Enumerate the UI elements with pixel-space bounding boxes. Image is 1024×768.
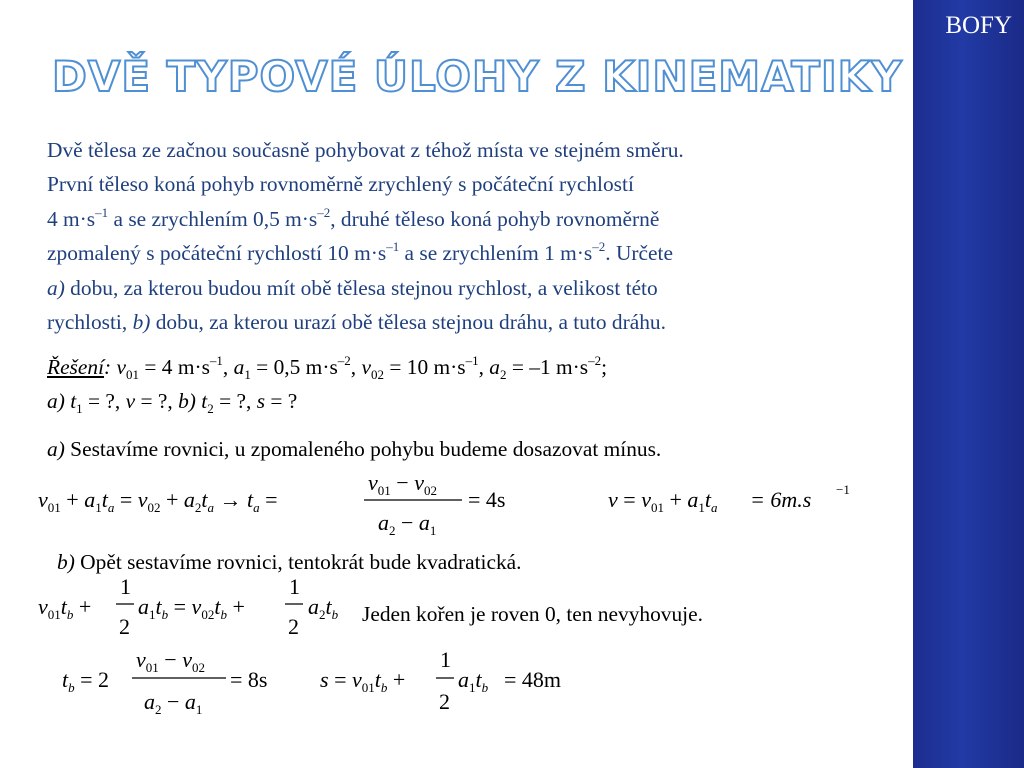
svg-text:−1: −1 <box>836 482 850 497</box>
svg-text:a1tb: $a_1t_b$ <box>458 667 489 695</box>
equation-b-distance-result: = 48m <box>504 667 562 692</box>
task-line-2: První těleso koná pohyb rovnoměrně zrychlený s počáteční rychlostí <box>47 172 634 197</box>
slide-title: DVĚ TYPOVÉ ÚLOHY Z KINEMATIKY <box>52 52 903 101</box>
svg-text:a2 − a1: $a_2 - a_1$ <box>378 510 437 538</box>
part-b-text: b) Opět sestavíme rovnici, tentokrát bude kvadratická. <box>57 550 522 574</box>
part-b-note: Jeden kořen je roven 0, ten nevyhovuje. <box>362 602 703 626</box>
svg-text:2: 2 <box>119 614 130 639</box>
svg-text:1: 1 <box>120 574 131 599</box>
svg-text:tb = 2: $t_b = 2$ <box>62 667 110 695</box>
task-line-4: zpomalený s počáteční rychlostí 10 $m\cdot s^{-1}$ a se zrychlením 1 $m\cdot s^{-2}$. Určete <box>47 239 673 266</box>
svg-text:v01 − v02: $v_{01} - v_{02}$ <box>368 470 437 498</box>
solution-unknowns: a) $t_1$ = ?, v = ?, b) $t_2$ = ?, s = ? <box>47 389 298 416</box>
task-line-6: rychlosti, b) dobu, za kterou urazí obě tělesa stejnou dráhu, a tuto dráhu. <box>47 310 666 335</box>
brand-label: BOFY <box>945 12 1012 39</box>
sidebar-band <box>913 0 1024 768</box>
task-line-5: a) dobu, za kterou budou mít obě tělesa stejnou rychlost, a velikost této <box>47 275 658 300</box>
svg-text:a2 − a1: $a_2 - a_1$ <box>144 689 203 717</box>
svg-text:1: 1 <box>440 647 451 672</box>
equation-b-quadratic <box>38 572 358 644</box>
equation-a-time-result: = 4s <box>468 487 506 512</box>
task-text <box>47 133 907 339</box>
task-line-3: 4 $m\cdot s^{-1}$ a se zrychlením 0,5 $m\cdot s^{-2}$, druhé těleso koná pohyb rovnoměrně <box>47 204 660 231</box>
equation-b-distance <box>320 645 590 721</box>
equation-b-time-result: = 8s <box>230 667 268 692</box>
svg-text:s = v01tb +: $s = v_{01}t_b$ + <box>320 667 406 695</box>
solution-given: Řešení: $v_{01} = 4$ $m\cdot s^{-1}$, $a_1 = 0,5$ $m\cdot s^{-2}$, $v_{02} = 10$ $m\cdot s^{-1}$, $a_2 = -1$ $m\cdot s^{-2}$; <box>47 353 608 382</box>
part-a-text: a) Sestavíme rovnici, u zpomaleného pohybu budeme dosazovat mínus. <box>47 437 662 461</box>
svg-text:a1tb = v02tb +: $a_1t_b = v_{02}t_b$ + <box>138 594 245 622</box>
svg-text:2: 2 <box>439 689 450 714</box>
equation-b-time <box>62 645 302 721</box>
equation-a-velocity <box>608 470 868 530</box>
task-line-1: Dvě tělesa ze začnou současně pohybovat z téhož místa ve stejném směru. <box>47 138 684 162</box>
equation-a-velocity-result: = 6m.s <box>750 487 812 512</box>
equation-a-time <box>38 470 568 542</box>
svg-text:v01 + a1ta = v02 + a2ta → ta =: $v_{01} + a_1t_a = v_{02} + a_2t_a \to t_a$ = <box>38 487 278 515</box>
svg-text:1: 1 <box>289 574 300 599</box>
svg-text:v01tb +: $v_{01}t_b$ + <box>38 594 92 622</box>
svg-text:v = v01 + a1ta: $v = v_{01} + a_1t_a$ <box>608 487 718 515</box>
svg-text:2: 2 <box>288 614 299 639</box>
svg-text:v01 − v02: $v_{01} - v_{02}$ <box>136 647 205 675</box>
svg-text:a2tb: $a_2t_b$ <box>308 594 339 622</box>
